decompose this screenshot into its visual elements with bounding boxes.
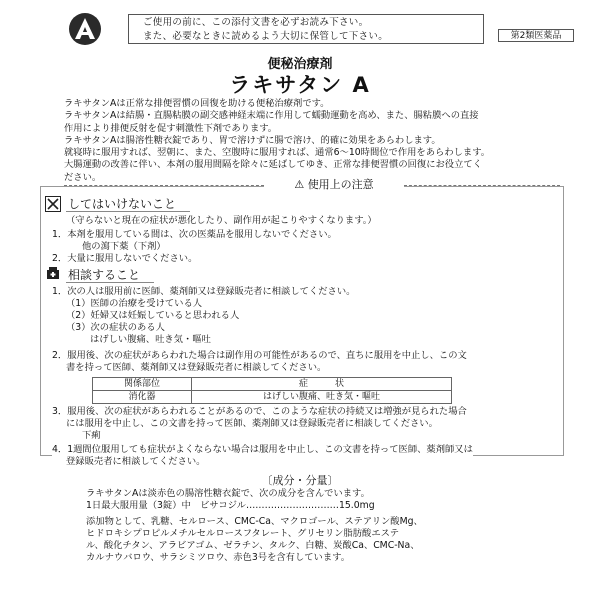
table-cell: はげしい腹痛、吐き気・嘔吐	[192, 391, 452, 404]
dashed-divider	[404, 185, 560, 186]
notice-line-1: ご使用の前に、この添付文書を必ずお読み下さい。	[143, 17, 369, 28]
consult-icon	[46, 266, 60, 280]
consult-item-3-line: 3．服用後、次の症状があらわれることがあるので、このような症状の持続又は増強が見られた場合	[52, 406, 467, 417]
consult-item-2-line: 書を持って医師、薬剤師又は登録販売者に相談してください。	[66, 362, 327, 373]
notice-line-2: また、必要なときに読めるよう大切に保管して下さい。	[143, 31, 389, 42]
intro-line: 就寝時に服用すれば、翌朝に、また、空腹時に服用すれば、通常6～10時間位で作用をあらわします。	[64, 147, 491, 159]
consult-item-4-line: 登録販売者に相談してください。	[66, 456, 206, 467]
dont-note: （守らないと現在の症状が悪化したり、副作用が起こりやすくなります。）	[66, 215, 377, 226]
additives-line: カルナウバロウ、サラシミツロウ、赤色3号を含有しています。	[86, 552, 350, 563]
precautions-title	[264, 178, 404, 192]
ingredients-line: ラキサタンAは淡赤色の腸溶性糖衣錠で、次の成分を含んでいます。	[86, 488, 370, 499]
precautions-title-text: 使用上の注意	[307, 178, 374, 191]
intro-line: ラキサタンAは腸溶性糖衣錠であり、胃で溶けずに腸で溶け、的確に効果をあらわします。	[64, 134, 441, 146]
consult-item-1-sub: （2）妊婦又は妊娠していると思われる人	[66, 310, 240, 321]
ingredients-dosage: 1日最大服用量（3錠）中 ビサコジル…………………………15.0mg	[86, 500, 375, 511]
dont-item-1: 1．本剤を服用している間は、次の医薬品を服用しないでください。	[52, 229, 337, 240]
additives-line: ル、酸化チタン、アラビアゴム、ゼラチン、タルク、白糖、炭酸Ca、CMC-Na、	[86, 540, 420, 551]
product-category: 便秘治療剤	[267, 57, 333, 72]
table-row	[93, 391, 452, 404]
consult-item-3-symptom: 下痢	[82, 430, 101, 441]
consult-item-1-sub: （3）次の症状のある人	[66, 322, 165, 333]
ingredients-title: 〔成分・分量〕	[261, 474, 339, 487]
consult-item-2-line: 2．服用後、次の症状があらわれた場合は副作用の可能性があるので、直ちに服用を中止し、この文	[52, 350, 467, 361]
consult-item-3-line: には服用を中止し、この文書を持って医師、薬剤師又は登録販売者に相談してください。	[66, 418, 438, 429]
intro-line: 大腸運動の改善に伴い、本剤の服用間隔を除々に延ばしてゆき、正常な排便習慣の回復にお役立てく	[64, 159, 482, 171]
company-logo	[68, 12, 102, 46]
warning-icon: ⚠	[294, 178, 305, 191]
table-header-cell: 関係部位	[93, 378, 192, 391]
consult-item-4-line: 4．1週間位服用しても症状がよくならない場合は服用を中止し、この文書を持って医師、薬剤師又は	[52, 444, 473, 455]
prohibited-icon	[45, 196, 61, 212]
consult-heading: 相談すること	[66, 268, 154, 283]
intro-line: ラキサタンAは結腸・直腸粘膜の副交感神経末端に作用して蠕動運動を高め、また、腸粘膜への直接	[64, 110, 479, 122]
product-description	[64, 98, 564, 184]
drug-class-badge: 第2類医薬品	[498, 29, 574, 42]
read-notice-box	[128, 14, 484, 44]
table-header-row	[93, 378, 452, 391]
precautions-header	[64, 178, 560, 192]
additives-line: ヒドロキシプロピルメチルセルロースフタレート、グリセリン脂肪酸エステ	[86, 528, 400, 539]
intro-line: ラキサタンAは正常な排便習慣の回復を助ける便秘治療剤です。	[64, 98, 330, 109]
dont-item-2: 2．大量に服用しないでください。	[52, 253, 198, 264]
product-name: ラキサタン A	[229, 73, 371, 97]
consult-item-1-sub: （1）医師の治療を受けている人	[66, 298, 203, 309]
table-cell: 消化器	[93, 391, 192, 404]
dont-heading: してはいけないこと	[66, 197, 190, 212]
intro-line: 作用により排便反射を促す刺激性下剤であります。	[64, 122, 278, 134]
side-effects-table	[92, 377, 452, 404]
consult-item-1-symptoms: はげしい腹痛、吐き気・嘔吐	[90, 334, 211, 345]
table-header-cell: 症 状	[192, 378, 452, 391]
intro-line: ださい。	[64, 171, 102, 183]
dont-item-1-sub: 他の瀉下薬（下剤）	[82, 241, 166, 252]
dashed-divider	[64, 185, 264, 186]
consult-item-1: 1．次の人は服用前に医師、薬剤師又は登録販売者に相談してください。	[52, 286, 356, 297]
additives-line: 添加物として、乳糖、セルロース、CMC-Ca、マクロゴール、ステアリン酸Mg、	[86, 516, 423, 527]
